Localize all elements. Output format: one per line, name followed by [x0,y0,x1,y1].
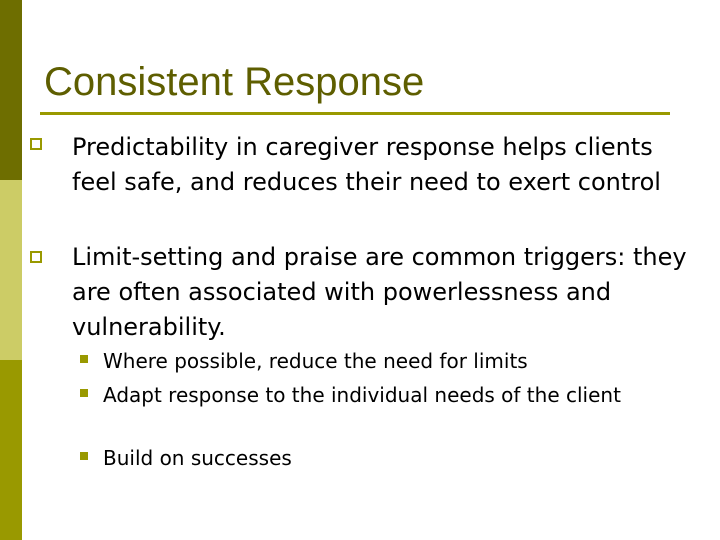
bullet-item-2 [30,240,690,345]
bullet-text: Limit-setting and praise are common triggers: they are often associated with powerlessness and vulnerability. [72,243,687,341]
solid-square-bullet-icon [80,452,88,460]
hollow-square-bullet-icon [30,251,42,263]
hollow-square-bullet-icon [30,138,42,150]
sub-bullet-text: Where possible, reduce the need for limits [103,349,528,373]
bullet-item-1 [30,130,690,200]
solid-square-bullet-icon [80,355,88,363]
sub-bullet-text: Build on successes [103,446,292,470]
solid-square-bullet-icon [80,389,88,397]
sub-bullet-item-1 [80,346,680,377]
sub-bullet-item-2 [80,380,680,411]
sub-bullet-text: Adapt response to the individual needs of the client [103,383,621,407]
bullet-text: Predictability in caregiver response helps clients feel safe, and reduces their need to exert control [72,133,661,196]
sub-bullet-item-3 [80,443,680,474]
slide-title: Consistent Response [44,60,425,104]
